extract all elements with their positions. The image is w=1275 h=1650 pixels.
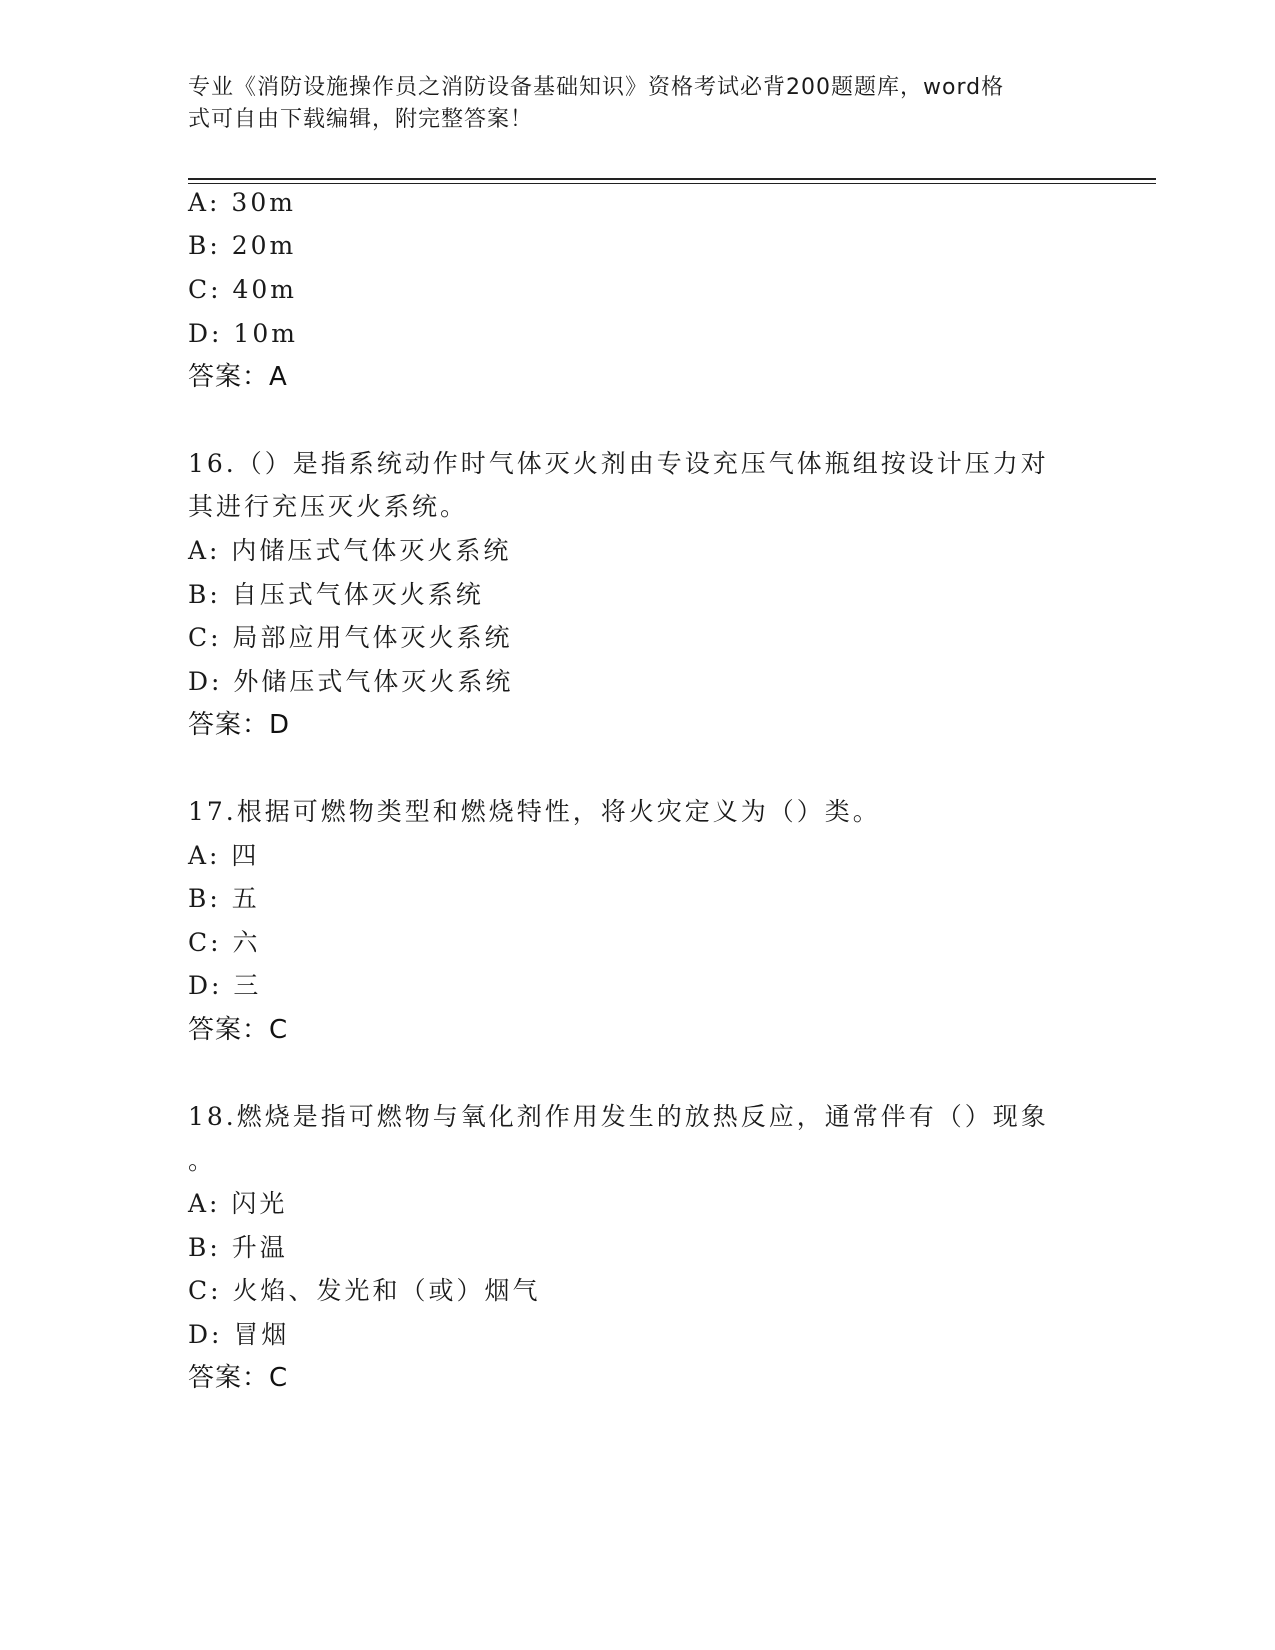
header-divider-thin: [188, 183, 1156, 184]
option-c: C: 火焰、发光和（或）烟气: [188, 1276, 541, 1305]
option-b: B: 20m: [188, 231, 297, 260]
option-a: A: 30m: [188, 188, 296, 217]
option-c: C: 局部应用气体灭火系统: [188, 623, 513, 652]
option-c: C: 40m: [188, 275, 298, 304]
question-stem-line-1: 18.燃烧是指可燃物与氧化剂作用发生的放热反应，通常伴有（）现象: [188, 1102, 1049, 1131]
option-a: A: 内储压式气体灭火系统: [188, 536, 512, 565]
question-stem-line-1: 17.根据可燃物类型和燃烧特性，将火灾定义为（）类。: [188, 797, 881, 826]
question-stem-line-2: 其进行充压灭火系统。: [188, 492, 469, 521]
option-c: C: 六: [188, 928, 261, 957]
option-d: D: 冒烟: [188, 1320, 290, 1349]
header-line-2: 式可自由下载编辑，附完整答案！: [188, 107, 534, 132]
option-d: D: 10m: [188, 319, 298, 348]
option-b: B: 自压式气体灭火系统: [188, 580, 484, 609]
option-d: D: 外储压式气体灭火系统: [188, 667, 514, 696]
answer-label: 答案：C: [188, 1015, 289, 1045]
option-b: B: 五: [188, 884, 260, 913]
header-divider-thick: [188, 178, 1156, 180]
option-d: D: 三: [188, 971, 262, 1000]
header-line-1: 专业《消防设施操作员之消防设备基础知识》资格考试必背200题题库，word格: [188, 75, 1005, 100]
option-a: A: 闪光: [188, 1189, 288, 1218]
question-stem-line-1: 16.（）是指系统动作时气体灭火剂由专设充压气体瓶组按设计压力对: [188, 449, 1049, 478]
answer-label: 答案：D: [188, 710, 291, 740]
header-text: [188, 72, 1068, 136]
option-a: A: 四: [188, 841, 260, 870]
answer-label: 答案：C: [188, 1363, 289, 1393]
question-stem-line-2: 。: [188, 1146, 217, 1175]
answer-label: 答案：A: [188, 362, 288, 392]
option-b: B: 升温: [188, 1233, 288, 1262]
